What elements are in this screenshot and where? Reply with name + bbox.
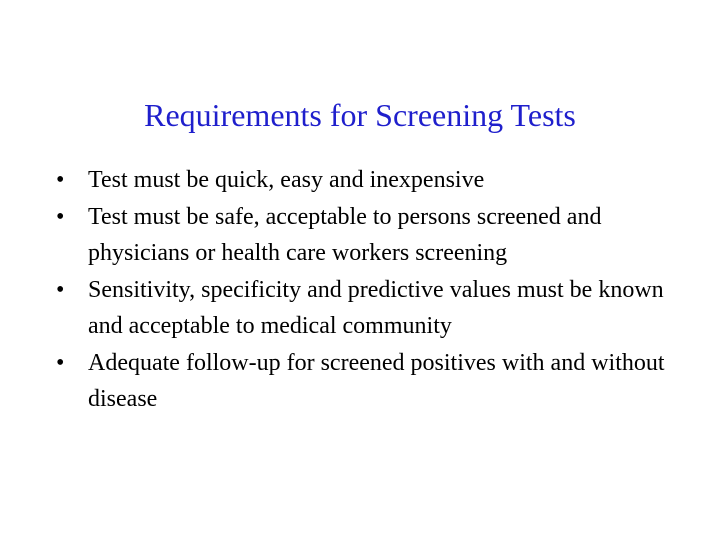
bullet-item xyxy=(56,162,696,199)
bullet-dot-icon: • xyxy=(56,167,65,193)
bullet-text: Sensitivity, specificity and predictive values must be known and acceptable to medical community xyxy=(88,276,664,339)
bullet-text: Test must be safe, acceptable to persons screened and physicians or health care workers screening xyxy=(88,203,602,266)
bullet-text: Adequate follow-up for screened positives with and without disease xyxy=(88,349,665,412)
bullet-dot-icon: • xyxy=(56,203,65,230)
bullet-item xyxy=(56,199,696,272)
bullet-dot-icon: • xyxy=(56,349,65,376)
bullet-item xyxy=(56,272,696,345)
bullet-list xyxy=(56,162,696,418)
bullet-dot-icon: • xyxy=(56,276,65,303)
slide-title: Requirements for Screening Tests xyxy=(144,97,576,133)
bullet-item xyxy=(56,345,696,418)
bullet-text: Test must be quick, easy and inexpensive xyxy=(88,167,485,193)
